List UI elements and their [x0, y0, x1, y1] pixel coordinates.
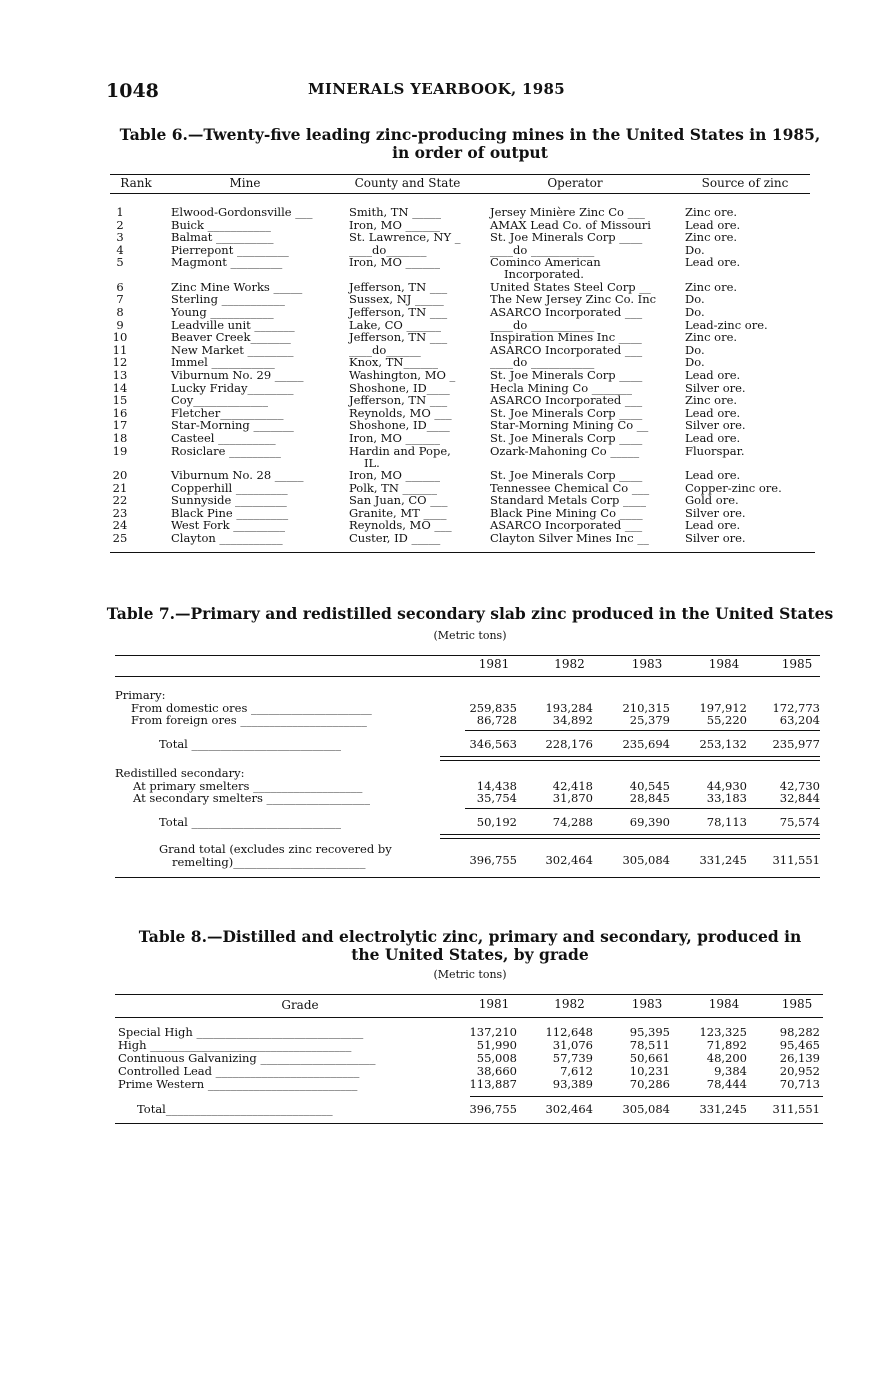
table6-source-cell: Silver ore. — [685, 418, 746, 433]
table7-total-secondary-value: 50,192 — [476, 815, 517, 829]
table6-county-cell: Iron, MO ______ — [349, 255, 441, 270]
table6-rank-cell: 18 — [112, 431, 128, 445]
table6-operator-cell: Standard Metals Corp ____ — [490, 493, 647, 508]
table6-mine-cell: Sterling ___________ — [171, 292, 285, 307]
table6-rank-cell: 7 — [116, 292, 124, 307]
table6-operator-cell: ASARCO Incorporated ___ — [490, 518, 643, 533]
table8-total-label: Total_____________________________ — [137, 1102, 333, 1116]
table6-bottom-rule — [110, 552, 815, 553]
table8-bottom-rule — [115, 1123, 823, 1124]
table6-mine-cell: Balmat __________ — [171, 230, 274, 245]
table6-county-cell: Washington, MO _ — [349, 368, 456, 382]
table6-title-line1: Table 6.—Twenty-five leading zinc-producing mines in the United States in 1985, — [119, 125, 821, 144]
table6-mine-cell: Lucky Friday________ — [171, 380, 294, 395]
table8-row-value: 26,139 — [779, 1051, 820, 1065]
table6-source-cell: Lead ore. — [685, 405, 741, 420]
table6-operator-cell: Jersey Minière Zinc Co ___ — [490, 205, 645, 219]
table6-rank-cell: 8 — [116, 305, 124, 319]
table6-source-cell: Do. — [685, 292, 705, 307]
table6-county-cell-cont: IL. — [364, 455, 380, 470]
table6-rank-cell: 16 — [112, 405, 128, 420]
table6-rank-cell: 23 — [112, 505, 128, 520]
table6-operator-cell: Hecla Mining Co _______ — [490, 380, 633, 395]
table6-mine-cell: New Market ________ — [171, 342, 294, 357]
table8-row-value: 71,892 — [706, 1038, 747, 1052]
table7-header-rule — [115, 676, 820, 677]
table7-primary-row-value: 86,728 — [476, 713, 517, 727]
table6-county-cell: Custer, ID _____ — [349, 531, 441, 545]
table7-secondary-row-value: 44,930 — [706, 779, 747, 793]
table6-source-cell: Silver ore. — [685, 505, 746, 520]
table8-total-value: 311,551 — [772, 1102, 820, 1116]
table8-year-1985: 1985 — [781, 997, 813, 1011]
table6-mine-cell: Sunnyside _________ — [171, 493, 287, 508]
table7-secondary-label: Redistilled secondary: — [115, 766, 245, 780]
table6-top-rule — [110, 174, 810, 175]
table8-row-value: 7,612 — [560, 1064, 593, 1078]
table6-mine-cell: Black Pine _________ — [171, 505, 289, 520]
table6-source-cell: Zinc ore. — [685, 279, 738, 294]
table6-mine-cell: Beaver Creek_______ — [171, 330, 291, 345]
table8-row-value: 95,465 — [779, 1038, 820, 1052]
table6-rank-cell: 25 — [112, 531, 128, 545]
table6-county-cell: Jefferson, TN ___ — [349, 393, 448, 408]
table8-row-value: 57,739 — [552, 1051, 593, 1065]
table6-county-cell: Jefferson, TN ___ — [349, 305, 448, 319]
table7-total-secondary-value: 75,574 — [779, 815, 820, 829]
table7-total-primary-value: 228,176 — [545, 737, 593, 751]
table7-total-secondary-label: Total __________________________ — [159, 815, 342, 829]
table7-grand-total-value: 305,084 — [622, 853, 670, 867]
table6-source-cell: Zinc ore. — [685, 230, 738, 245]
table6-operator-cell: St. Joe Minerals Corp ____ — [490, 368, 643, 382]
table8-row-value: 137,210 — [469, 1025, 517, 1039]
table6-operator-cell: ____do ___________ — [490, 317, 595, 332]
table7-total-primary-value: 346,563 — [469, 737, 517, 751]
table7-secondary-double-rule-a — [440, 834, 820, 835]
table6-rank-cell: 13 — [112, 368, 128, 382]
table8-header-rule — [115, 1017, 823, 1018]
table7-bottom-rule — [115, 877, 820, 878]
table7-year-1984: 1984 — [708, 657, 740, 671]
table6-source-cell: Do. — [685, 305, 705, 319]
table7-secondary-double-rule-b — [440, 838, 820, 839]
table6-source-cell: Lead ore. — [685, 217, 741, 232]
table6-mine-cell: Magmont _________ — [171, 255, 283, 270]
table6-mine-cell: Rosiclare _________ — [171, 443, 281, 458]
table6-operator-cell: St. Joe Minerals Corp ____ — [490, 431, 643, 445]
table6-source-cell: Lead ore. — [685, 518, 741, 533]
table6-mine-cell: Star-Morning _______ — [171, 418, 294, 433]
table6-county-cell: Jefferson, TN ___ — [349, 330, 448, 345]
table8-row-value: 93,389 — [552, 1077, 593, 1091]
table8-year-1983: 1983 — [631, 997, 663, 1011]
table6-mine-cell: Young ___________ — [171, 305, 274, 319]
table6-operator-cell: Ozark-Mahoning Co _____ — [490, 443, 640, 458]
table8-total-value: 302,464 — [545, 1102, 593, 1116]
table7-grand-total-value: 302,464 — [545, 853, 593, 867]
table6-rank-cell: 14 — [112, 380, 128, 395]
table7-secondary-row-value: 35,754 — [476, 791, 517, 805]
table6-county-cell: Reynolds, MO ___ — [349, 518, 452, 533]
table6-operator-cell: ASARCO Incorporated ___ — [490, 305, 643, 319]
table7-units: (Metric tons) — [433, 629, 507, 642]
table6-mine-cell: Coy_____________ — [171, 393, 268, 408]
table6-mine-cell: Viburnum No. 29 _____ — [171, 368, 304, 382]
table8-row-value: 55,008 — [476, 1051, 517, 1065]
table6-operator-cell: Star-Morning Mining Co __ — [490, 418, 649, 433]
table6-source-cell: Lead ore. — [685, 255, 741, 270]
table7-grand-total-value: 331,245 — [699, 853, 747, 867]
table6-mine-cell: Clayton ___________ — [171, 531, 283, 545]
table7-total-primary-value: 235,694 — [622, 737, 670, 751]
table8-row-value: 78,511 — [629, 1038, 670, 1052]
table6-source-cell: Do. — [685, 342, 705, 357]
table6-county-cell: Sussex, NJ _____ — [349, 292, 444, 307]
table8-row-value: 112,648 — [545, 1025, 593, 1039]
table6-mine-cell: Viburnum No. 28 _____ — [171, 468, 304, 482]
table7-title: Table 7.—Primary and redistilled secondary slab zinc produced in the United States — [106, 604, 834, 623]
table6-county-cell: Polk, TN ______ — [349, 480, 438, 495]
table6-operator-cell: Clayton Silver Mines Inc __ — [490, 531, 649, 545]
table7-secondary-row-value: 42,730 — [779, 779, 820, 793]
table6-operator-cell: St. Joe Minerals Corp ____ — [490, 405, 643, 420]
table7-primary-double-rule-a — [440, 756, 820, 757]
table6-county-cell: ____do_______ — [349, 242, 427, 257]
table7-primary-row-value: 63,204 — [779, 713, 820, 727]
table6-county-cell: Shoshone, ID____ — [349, 418, 450, 433]
table6-source-cell: Zinc ore. — [685, 330, 738, 345]
table8-row-label: Special High _____________________________ — [118, 1025, 364, 1039]
table8-row-value: 9,384 — [714, 1064, 747, 1078]
table6-operator-cell: ASARCO Incorporated ___ — [490, 393, 643, 408]
table6-operator-cell: St. Joe Minerals Corp ____ — [490, 230, 643, 245]
table8-year-1984: 1984 — [708, 997, 740, 1011]
table8-total-value: 305,084 — [622, 1102, 670, 1116]
table6-source-cell: Do. — [685, 242, 705, 257]
table6-county-cell: Lake, CO ______ — [349, 317, 441, 332]
table6-county-cell: Granite, MT ____ — [349, 505, 447, 520]
table6-mine-cell: Buick ___________ — [171, 217, 271, 232]
table7-top-rule — [115, 655, 820, 656]
table8-row-value: 31,076 — [552, 1038, 593, 1052]
table6-source-cell: Zinc ore. — [685, 393, 738, 408]
table6-mine-cell: West Fork _________ — [171, 518, 286, 533]
table6-source-cell: Zinc ore. — [685, 205, 738, 219]
table8-row-label: High ___________________________________ — [118, 1038, 352, 1052]
table7-primary-double-rule-b — [440, 760, 820, 761]
table7-primary-row-value: 259,835 — [469, 701, 517, 715]
table6-rank-cell: 2 — [116, 217, 124, 232]
table6-rank-cell: 22 — [112, 493, 128, 508]
table7-primary-subtotal-rule — [465, 730, 820, 731]
table8-row-value: 113,887 — [469, 1077, 517, 1091]
table8-row-label: Controlled Lead _________________________ — [118, 1064, 360, 1078]
table7-primary-row-value: 172,773 — [772, 701, 820, 715]
table6-mine-cell: Zinc Mine Works _____ — [171, 279, 303, 294]
table8-title-line1: Table 8.—Distilled and electrolytic zinc, primary and secondary, produced in — [138, 927, 802, 946]
table7-secondary-row-label: At primary smelters ___________________ — [133, 779, 363, 793]
table7-total-secondary-value: 69,390 — [629, 815, 670, 829]
table8-row-value: 70,286 — [629, 1077, 670, 1091]
table6-operator-cell: The New Jersey Zinc Co. Inc — [490, 292, 657, 307]
table6-header-mine: Mine — [229, 176, 261, 190]
table7-primary-row-label: From foreign ores ______________________ — [131, 713, 367, 727]
table6-header-rule — [110, 193, 810, 194]
table8-row-value: 98,282 — [779, 1025, 820, 1039]
table6-title-line2: in order of output — [392, 143, 548, 162]
table6-mine-cell: Immel ___________ — [171, 355, 275, 370]
table6-source-cell: Lead-zinc ore. — [685, 317, 768, 332]
table7-secondary-row-value: 42,418 — [552, 779, 593, 793]
table8-row-value: 70,713 — [779, 1077, 820, 1091]
table7-primary-row-value: 34,892 — [552, 713, 593, 727]
table6-rank-cell: 12 — [112, 355, 128, 370]
table7-total-secondary-value: 78,113 — [706, 815, 747, 829]
running-head: MINERALS YEARBOOK, 1985 — [308, 80, 565, 98]
table6-mine-cell: Leadville unit _______ — [171, 317, 295, 332]
table6-county-cell: Reynolds, MO ___ — [349, 405, 452, 420]
table6-header-source: Source of zinc — [701, 176, 789, 190]
table8-title-line2: the United States, by grade — [351, 945, 589, 964]
table7-secondary-row-value: 33,183 — [706, 791, 747, 805]
table8-units: (Metric tons) — [433, 968, 507, 981]
table6-county-cell: St. Lawrence, NY _ — [349, 230, 461, 245]
table6-operator-cell: Cominco American — [490, 255, 601, 270]
table6-operator-cell: St. Joe Minerals Corp ____ — [490, 468, 643, 482]
table7-primary-row-value: 193,284 — [545, 701, 593, 715]
table7-primary-row-label: From domestic ores _____________________ — [131, 701, 372, 715]
table8-row-value: 50,661 — [629, 1051, 670, 1065]
table7-primary-row-value: 197,912 — [699, 701, 747, 715]
table7-total-secondary-value: 74,288 — [552, 815, 593, 829]
table6-rank-cell: 1 — [116, 205, 124, 219]
table6-operator-cell: Tennessee Chemical Co ___ — [490, 480, 650, 495]
table6-rank-cell: 24 — [112, 518, 128, 533]
table6-source-cell: Lead ore. — [685, 431, 741, 445]
table6-source-cell: Lead ore. — [685, 368, 741, 382]
table6-rank-cell: 19 — [112, 443, 128, 458]
table6-rank-cell: 11 — [112, 342, 128, 357]
table7-secondary-subtotal-rule — [465, 808, 820, 809]
table8-row-label: Prime Western __________________________ — [118, 1077, 358, 1091]
page-number: 1048 — [106, 80, 159, 102]
table6-county-cell: San Juan, CO ___ — [349, 493, 448, 508]
table6-county-cell: ____do______ — [349, 342, 421, 357]
table7-year-1985: 1985 — [781, 657, 813, 671]
table6-rank-cell: 15 — [112, 393, 128, 408]
table7-grand-total-label-cont: remelting)_______________________ — [172, 855, 366, 869]
table7-secondary-row-label: At secondary smelters __________________ — [133, 791, 370, 805]
table6-source-cell: Gold ore. — [685, 493, 739, 508]
table8-total-value: 331,245 — [699, 1102, 747, 1116]
table6-operator-cell-cont: Incorporated. — [504, 267, 584, 282]
table7-grand-total-value: 396,755 — [469, 853, 517, 867]
table6-mine-cell: Casteel __________ — [171, 431, 276, 445]
table6-county-cell: Knox, TN______ — [349, 355, 438, 370]
table6-rank-cell: 17 — [112, 418, 128, 433]
table8-row-value: 38,660 — [476, 1064, 517, 1078]
table8-row-value: 10,231 — [629, 1064, 670, 1078]
table8-row-value: 95,395 — [629, 1025, 670, 1039]
table6-operator-cell: United States Steel Corp __ — [490, 279, 651, 294]
table8-top-rule — [115, 994, 823, 995]
table6-operator-cell: AMAX Lead Co. of Missouri — [490, 217, 651, 232]
table6-rank-cell: 5 — [116, 255, 124, 270]
table7-secondary-row-value: 28,845 — [629, 791, 670, 805]
table6-operator-cell: Black Pine Mining Co ____ — [490, 505, 643, 520]
table7-grand-total-label: Grand total (excludes zinc recovered by — [159, 842, 392, 856]
table6-rank-cell: 3 — [116, 230, 124, 245]
table8-subtotal-rule — [470, 1096, 823, 1097]
table6-rank-cell: 21 — [112, 480, 128, 495]
table6-header-operator: Operator — [547, 176, 603, 190]
table8-header-grade: Grade — [281, 998, 319, 1012]
table6-county-cell: Iron, MO ______ — [349, 431, 441, 445]
table6-source-cell: Lead ore. — [685, 468, 741, 482]
table7-total-primary-value: 235,977 — [772, 737, 820, 751]
table6-operator-cell: ____do ___________ — [490, 355, 595, 370]
table7-primary-label: Primary: — [115, 688, 166, 702]
table6-operator-cell: ____do ___________ — [490, 242, 595, 257]
table6-rank-cell: 9 — [116, 317, 124, 332]
table6-rank-cell: 20 — [112, 468, 128, 482]
table7-total-primary-value: 253,132 — [699, 737, 747, 751]
table6-rank-cell: 6 — [116, 279, 124, 294]
table6-mine-cell: Pierrepont _________ — [171, 242, 289, 257]
table7-secondary-row-value: 14,438 — [476, 779, 517, 793]
table7-secondary-row-value: 31,870 — [552, 791, 593, 805]
table6-county-cell: Iron, MO ______ — [349, 468, 441, 482]
table7-year-1983: 1983 — [631, 657, 663, 671]
table6-rank-cell: 10 — [112, 330, 128, 345]
table6-county-cell: Hardin and Pope, — [349, 443, 451, 458]
table6-county-cell: Jefferson, TN ___ — [349, 279, 448, 294]
table8-row-label: Continuous Galvanizing ____________________ — [118, 1051, 376, 1065]
table7-total-primary-label: Total __________________________ — [159, 737, 342, 751]
table6-rank-cell: 4 — [116, 242, 124, 257]
table6-operator-cell: Inspiration Mines Inc ____ — [490, 330, 642, 345]
table6-header-county: County and State — [354, 176, 461, 190]
table8-row-value: 123,325 — [699, 1025, 747, 1039]
table6-header-rank: Rank — [120, 176, 152, 190]
table6-county-cell: Smith, TN _____ — [349, 205, 441, 219]
table6-source-cell: Do. — [685, 355, 705, 370]
table8-row-value: 51,990 — [476, 1038, 517, 1052]
table6-mine-cell: Elwood-Gordonsville ___ — [171, 205, 313, 219]
table6-source-cell: Copper-zinc ore. — [685, 480, 782, 495]
table6-mine-cell: Copperhill _________ — [171, 480, 288, 495]
table8-year-1982: 1982 — [554, 997, 585, 1011]
table6-county-cell: Shoshone, ID____ — [349, 380, 450, 395]
table7-primary-row-value: 25,379 — [629, 713, 670, 727]
table8-total-value: 396,755 — [469, 1102, 517, 1116]
table7-primary-row-value: 55,220 — [706, 713, 747, 727]
table6-source-cell: Silver ore. — [685, 531, 746, 545]
table6-source-cell: Silver ore. — [685, 380, 746, 395]
table6-operator-cell: ASARCO Incorporated ___ — [490, 342, 643, 357]
table8-row-value: 78,444 — [706, 1077, 747, 1091]
table7-grand-total-value: 311,551 — [772, 853, 820, 867]
table6-source-cell: Fluorspar. — [685, 443, 745, 458]
table7-secondary-row-value: 40,545 — [629, 779, 670, 793]
table6-county-cell: Iron, MO ______ — [349, 217, 441, 232]
table8-row-value: 20,952 — [779, 1064, 820, 1078]
table8-year-1981: 1981 — [478, 997, 510, 1011]
table7-secondary-row-value: 32,844 — [779, 791, 820, 805]
table7-year-1982: 1982 — [554, 657, 585, 671]
table8-row-value: 48,200 — [706, 1051, 747, 1065]
table7-year-1981: 1981 — [478, 657, 510, 671]
table7-primary-row-value: 210,315 — [622, 701, 670, 715]
table6-mine-cell: Fletcher___________ — [171, 405, 284, 420]
